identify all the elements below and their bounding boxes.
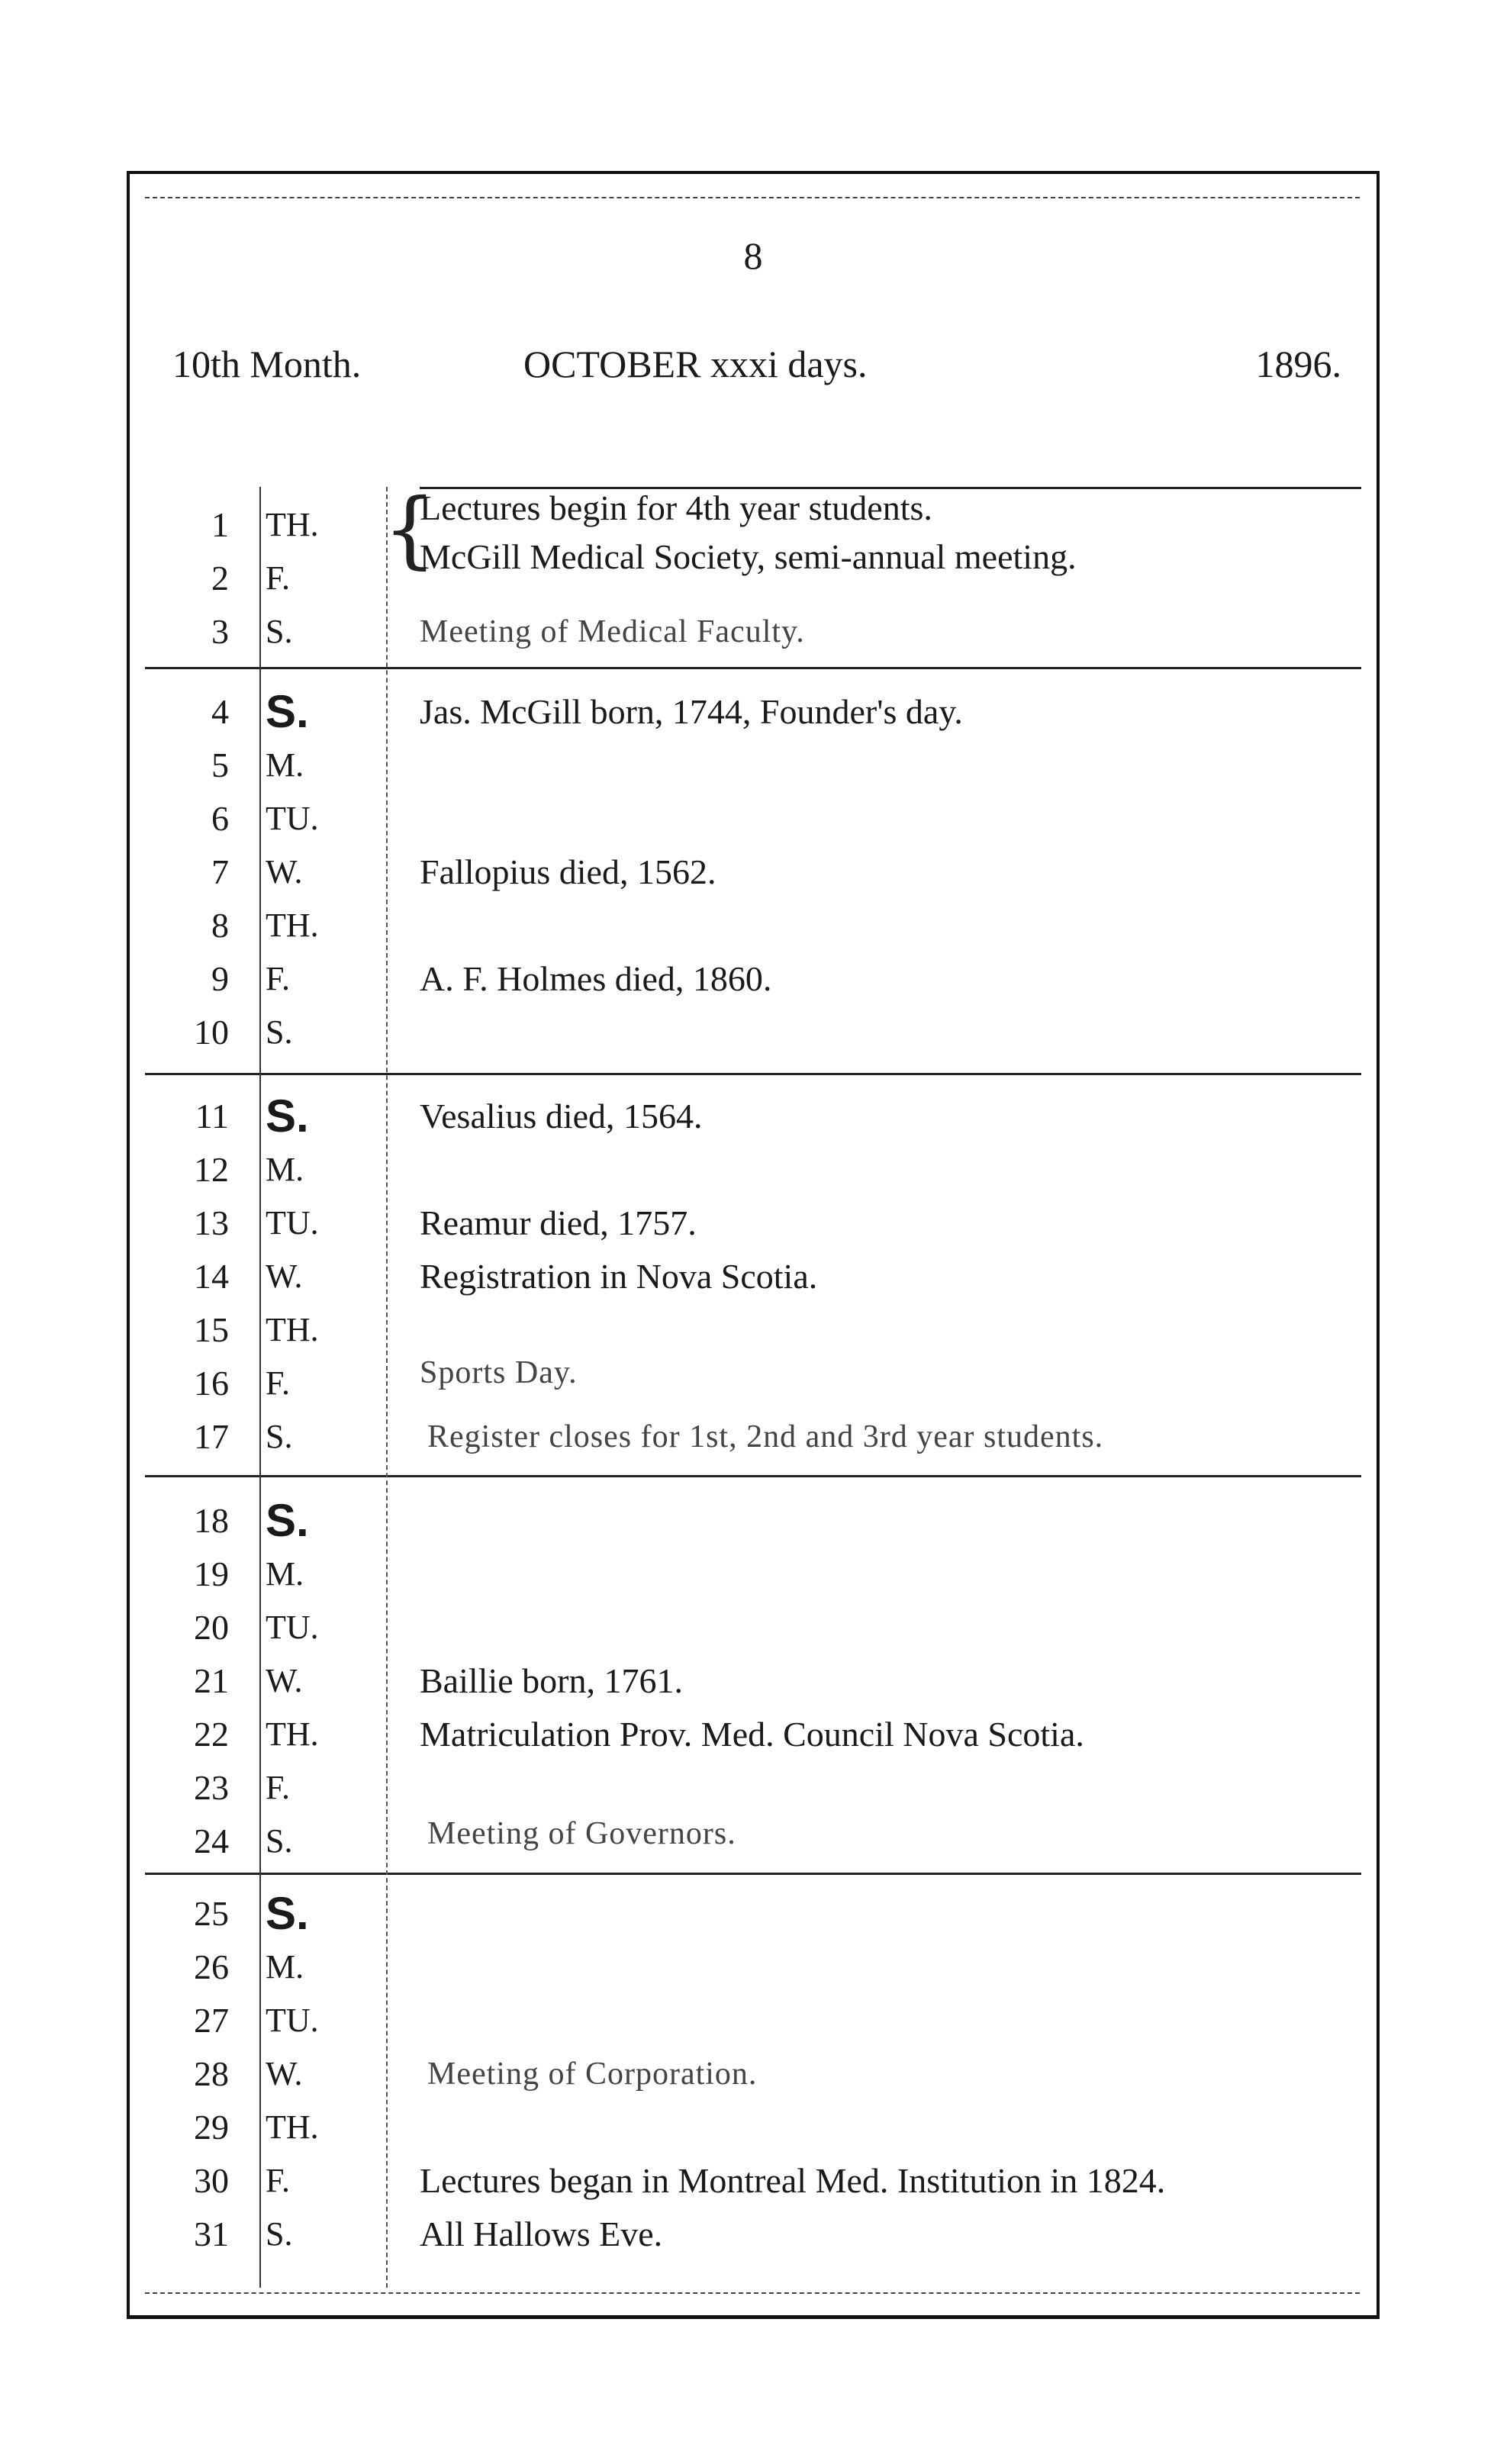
day-number: 16 <box>194 1364 229 1403</box>
day-row <box>130 1887 1377 1941</box>
weekday-abbr: W. <box>266 2055 303 2092</box>
day-number: 27 <box>194 2001 229 2040</box>
day-event: Jas. McGill born, 1744, Founder's day. <box>420 692 963 731</box>
day-number: 28 <box>194 2054 229 2093</box>
weekday-abbr: TH. <box>266 1311 319 1348</box>
day-number: 26 <box>194 1947 229 1986</box>
day-row <box>130 537 1377 605</box>
day-row <box>130 1197 1377 1250</box>
day-number: 24 <box>194 1821 229 1860</box>
day-number: 29 <box>194 2108 229 2147</box>
weekday-abbr: TH. <box>266 907 319 944</box>
day-row <box>130 685 1377 739</box>
day-number: 13 <box>194 1203 229 1242</box>
day-event: Meeting of Corporation. <box>427 2057 758 2092</box>
day-row <box>130 1815 1377 1868</box>
weekday-abbr: M. <box>266 1555 304 1593</box>
day-number: 12 <box>194 1150 229 1189</box>
day-row <box>130 739 1377 792</box>
day-number: 2 <box>211 559 229 597</box>
day-number: 6 <box>211 799 229 838</box>
weekday-abbr: TU. <box>266 2002 319 2039</box>
day-number: 1 <box>211 505 229 544</box>
day-row <box>130 792 1377 845</box>
page-number: 8 <box>743 234 763 277</box>
weekday-abbr: TU. <box>266 1609 319 1646</box>
weekday-abbr: S. <box>266 1090 309 1142</box>
weekday-abbr: F. <box>266 1364 290 1402</box>
brace-mark: { <box>383 480 436 578</box>
day-event: Sports Day. <box>420 1355 578 1390</box>
day-row <box>130 1601 1377 1654</box>
month-title: OCTOBER xxxi days. <box>523 343 868 385</box>
weekday-abbr: M. <box>266 1948 304 1986</box>
day-number: 14 <box>194 1257 229 1296</box>
day-event: Lectures begin for 4th year students. <box>420 488 932 527</box>
day-number: 21 <box>194 1661 229 1700</box>
day-row <box>130 1410 1377 1464</box>
weekday-abbr: W. <box>266 1662 303 1699</box>
week-separator <box>145 1475 1361 1477</box>
day-event: McGill Medical Society, semi-annual meeting. <box>420 537 1077 576</box>
weekday-abbr: TH. <box>266 506 319 543</box>
day-row <box>130 1941 1377 1994</box>
day-event: A. F. Holmes died, 1860. <box>420 959 772 998</box>
day-number: 20 <box>194 1608 229 1647</box>
day-row <box>130 1250 1377 1303</box>
weekday-abbr: W. <box>266 853 303 891</box>
week-separator <box>145 1073 1361 1075</box>
day-event: Matriculation Prov. Med. Council Nova Scotia. <box>420 1715 1084 1754</box>
day-row <box>130 2154 1377 2208</box>
day-event: Register closes for 1st, 2nd and 3rd year students. <box>427 1419 1104 1454</box>
day-number: 8 <box>211 906 229 945</box>
day-row <box>130 2208 1377 2261</box>
day-row <box>130 605 1377 659</box>
day-event: Baillie born, 1761. <box>420 1661 683 1700</box>
weekday-abbr: S. <box>266 1888 309 1939</box>
week-separator <box>145 667 1361 669</box>
day-number: 10 <box>194 1013 229 1052</box>
weekday-abbr: F. <box>266 1769 290 1806</box>
day-number: 5 <box>211 746 229 784</box>
day-event: Fallopius died, 1562. <box>420 852 716 891</box>
weekday-abbr: S. <box>266 613 293 650</box>
weekday-abbr: TH. <box>266 2108 319 2146</box>
day-row <box>130 1143 1377 1197</box>
weekday-abbr: TU. <box>266 1204 319 1242</box>
weekday-abbr: S. <box>266 2215 293 2253</box>
day-row <box>130 1357 1377 1410</box>
weekday-abbr: W. <box>266 1258 303 1295</box>
day-event: Meeting of Medical Faculty. <box>420 614 805 649</box>
day-number: 4 <box>211 692 229 731</box>
weekday-abbr: S. <box>266 686 309 737</box>
day-event: Lectures began in Montreal Med. Institution in 1824. <box>420 2161 1166 2200</box>
calendar-page-frame <box>127 171 1380 2319</box>
week-separator <box>145 1873 1361 1875</box>
weekday-abbr: S. <box>266 1418 293 1455</box>
weekday-abbr: M. <box>266 1151 304 1188</box>
weekday-abbr: F. <box>266 559 290 597</box>
day-number: 9 <box>211 959 229 998</box>
day-number: 19 <box>194 1554 229 1593</box>
day-event: Reamur died, 1757. <box>420 1203 697 1242</box>
day-number: 17 <box>194 1417 229 1456</box>
weekday-abbr: F. <box>266 960 290 997</box>
day-row <box>130 899 1377 952</box>
day-number: 22 <box>194 1715 229 1754</box>
weekday-abbr: M. <box>266 746 304 784</box>
weekday-abbr: TH. <box>266 1715 319 1753</box>
day-event: All Hallows Eve. <box>420 2214 663 2253</box>
day-number: 15 <box>194 1310 229 1349</box>
day-event: Registration in Nova Scotia. <box>420 1257 818 1296</box>
weekday-abbr: S. <box>266 1495 309 1546</box>
month-label: 10th Month. <box>172 343 362 385</box>
day-number: 18 <box>194 1501 229 1540</box>
day-event: Meeting of Governors. <box>427 1816 736 1851</box>
day-event: Vesalius died, 1564. <box>420 1097 703 1135</box>
day-row <box>130 1090 1377 1143</box>
weekday-abbr: S. <box>266 1013 293 1051</box>
weekday-abbr: F. <box>266 2162 290 2199</box>
year-label: 1896. <box>1255 343 1341 385</box>
day-number: 3 <box>211 612 229 651</box>
day-row <box>130 1708 1377 1761</box>
day-number: 25 <box>194 1894 229 1933</box>
day-row <box>130 1548 1377 1601</box>
day-number: 23 <box>194 1768 229 1807</box>
day-row <box>130 2047 1377 2101</box>
day-row <box>130 1006 1377 1059</box>
day-row <box>130 1494 1377 1548</box>
day-row <box>130 952 1377 1006</box>
day-number: 30 <box>194 2161 229 2200</box>
day-number: 11 <box>195 1097 229 1135</box>
weekday-abbr: TU. <box>266 800 319 837</box>
day-row <box>130 2101 1377 2154</box>
day-row <box>130 845 1377 899</box>
day-number: 7 <box>211 852 229 891</box>
day-row <box>130 1994 1377 2047</box>
weekday-abbr: S. <box>266 1822 293 1860</box>
day-number: 31 <box>194 2214 229 2253</box>
day-row <box>130 1654 1377 1708</box>
